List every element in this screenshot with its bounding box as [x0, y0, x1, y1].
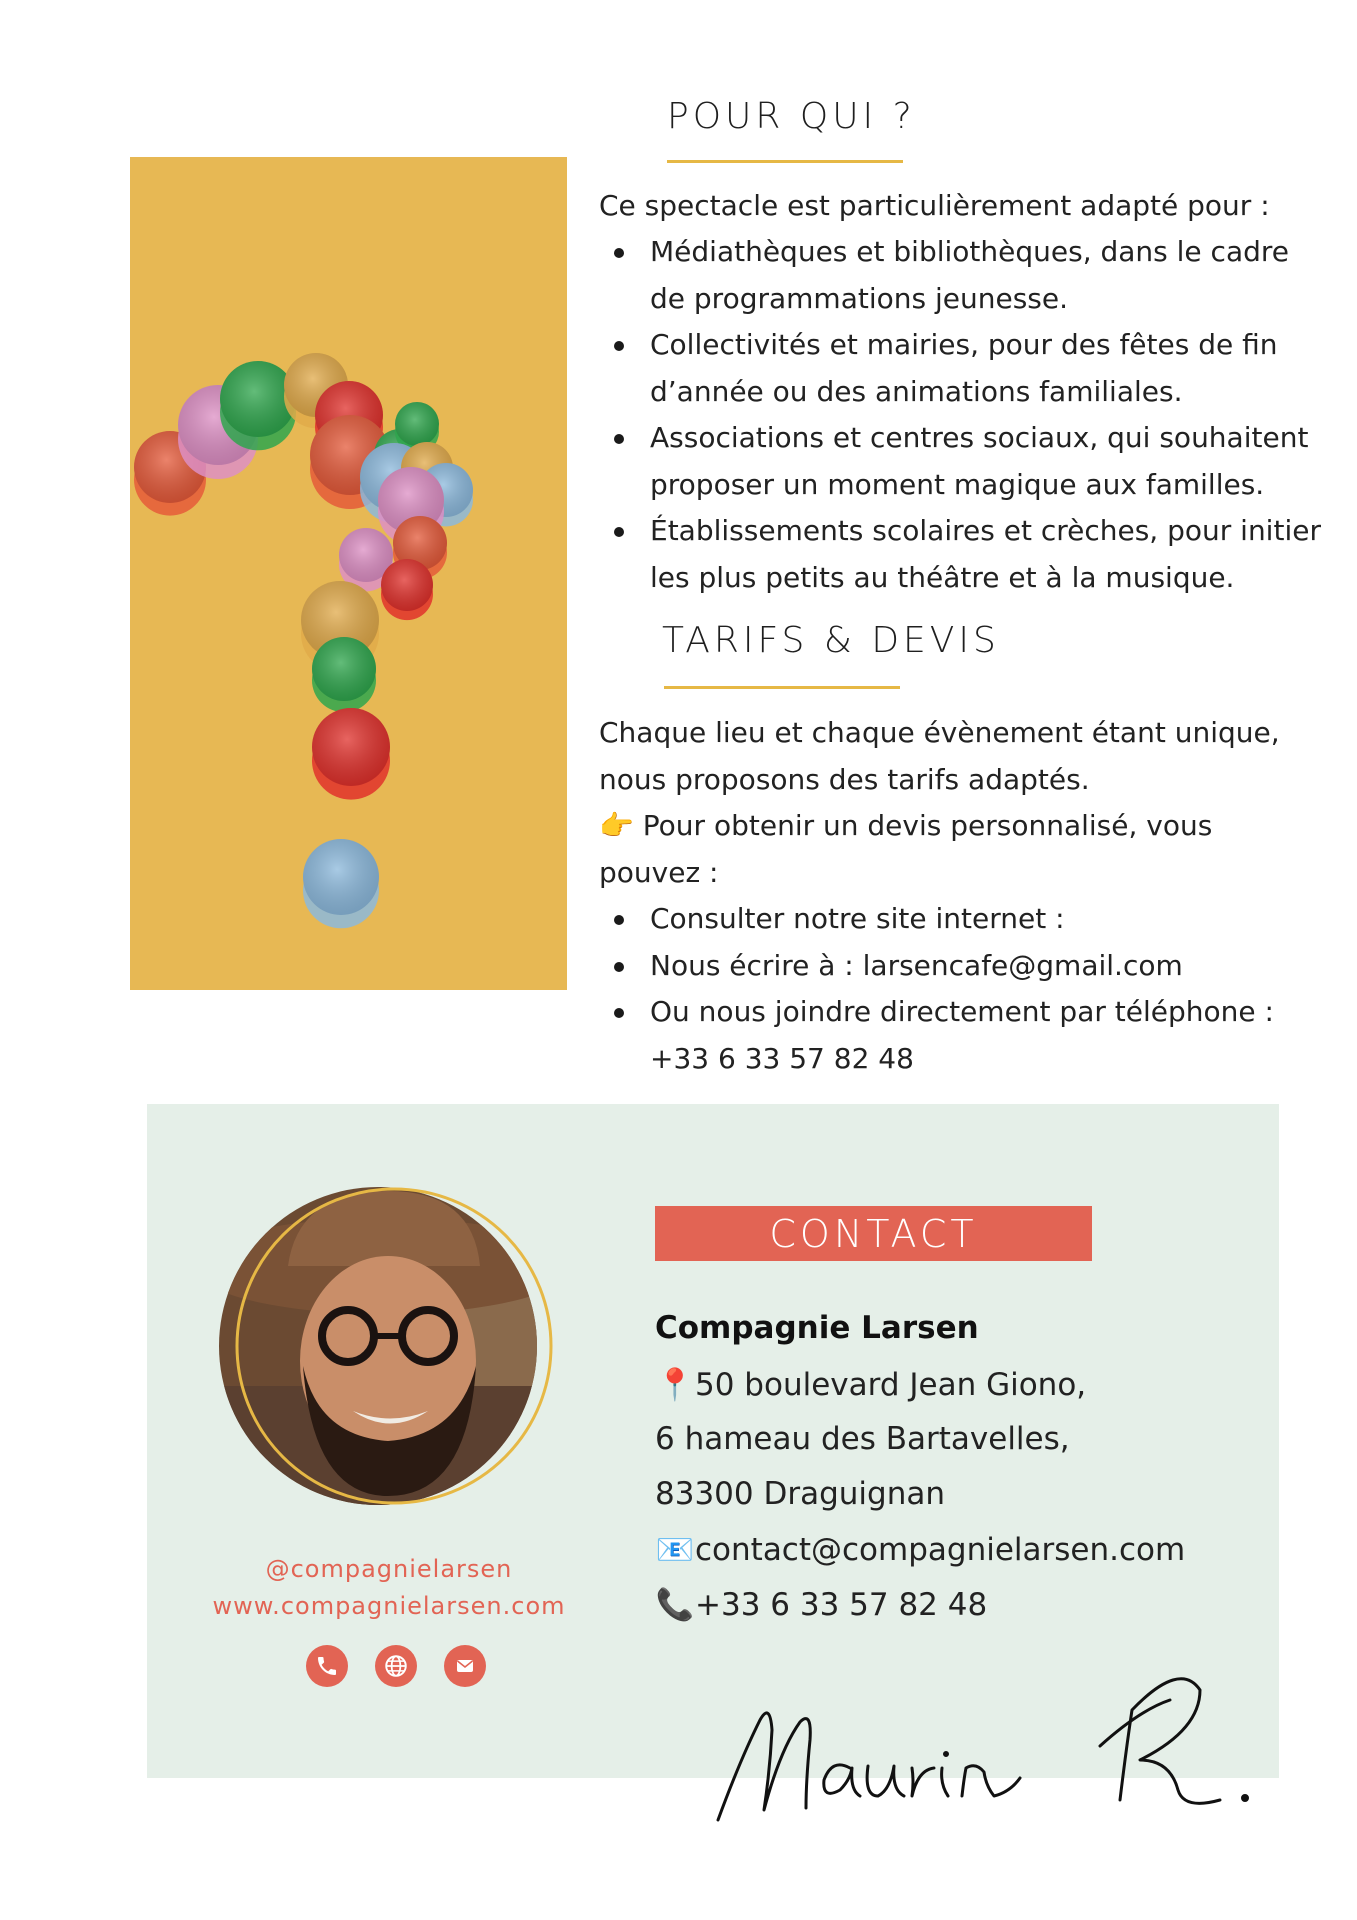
telephone-icon: 📞 — [655, 1587, 695, 1623]
address-line-1: 📍50 boulevard Jean Giono, — [655, 1367, 1087, 1403]
pour-qui-intro: Ce spectacle est particulièrement adapté pour : — [599, 189, 1270, 222]
tarifs-underline — [664, 686, 900, 689]
pointing-hand-icon: 👉 — [599, 809, 634, 842]
company-name: Compagnie Larsen — [655, 1310, 979, 1346]
social-handle[interactable]: @compagnielarsen — [265, 1555, 513, 1583]
pour-qui-underline — [667, 160, 903, 163]
globe-icon — [383, 1653, 409, 1679]
address-line-2: 6 hameau des Bartavelles, — [655, 1421, 1070, 1457]
list-item: Médiathèques et bibliothèques, dans le cadre de programmations jeunesse. — [599, 229, 1339, 322]
avatar — [218, 1186, 554, 1506]
list-item: Ou nous joindre directement par téléphone : +33 6 33 57 82 48 — [599, 989, 1339, 1082]
signature — [700, 1650, 1300, 1840]
address-line-3: 83300 Draguignan — [655, 1476, 945, 1512]
list-item: Établissements scolaires et crèches, pour initier les plus petits au théâtre et à la musique. — [599, 508, 1339, 601]
bottle-cap — [312, 708, 390, 800]
bottle-cap — [312, 637, 376, 712]
phone-button[interactable] — [306, 1645, 348, 1687]
tarifs-title: TARIFS & DEVIS — [662, 620, 1000, 661]
mail-icon — [453, 1654, 477, 1678]
pin-icon: 📍 — [655, 1367, 695, 1403]
website-button[interactable] — [375, 1645, 417, 1687]
envelope-icon: 📧 — [655, 1532, 695, 1568]
question-mark-photo — [130, 157, 567, 990]
list-item: Collectivités et mairies, pour des fêtes de fin d’année ou des animations familiales. — [599, 322, 1339, 415]
phone-icon — [315, 1654, 339, 1678]
email-line[interactable]: 📧contact@compagnielarsen.com — [655, 1532, 1186, 1568]
bottle-cap — [303, 839, 379, 928]
list-item: Consulter notre site internet : — [599, 896, 1339, 943]
bottle-cap — [381, 559, 433, 620]
contact-banner: CONTACT — [655, 1206, 1092, 1261]
question-mark-illustration — [130, 157, 567, 990]
bottle-cap — [220, 361, 296, 450]
tarifs-list — [599, 896, 1339, 1082]
pour-qui-list — [599, 229, 1339, 601]
website-link[interactable]: www.compagnielarsen.com — [212, 1592, 566, 1620]
tarifs-paragraph: Chaque lieu et chaque évènement étant unique, nous proposons des tarifs adaptés. 👉 Pour obtenir un devis personnalisé, vous pouvez : — [599, 716, 1280, 889]
phone-line[interactable]: 📞+33 6 33 57 82 48 — [655, 1587, 988, 1623]
mail-button[interactable] — [444, 1645, 486, 1687]
pour-qui-title: POUR QUI ? — [667, 96, 916, 137]
list-item: Associations et centres sociaux, qui souhaitent proposer un moment magique aux familles. — [599, 415, 1339, 508]
list-item: Nous écrire à : larsencafe@gmail.com — [599, 943, 1339, 990]
